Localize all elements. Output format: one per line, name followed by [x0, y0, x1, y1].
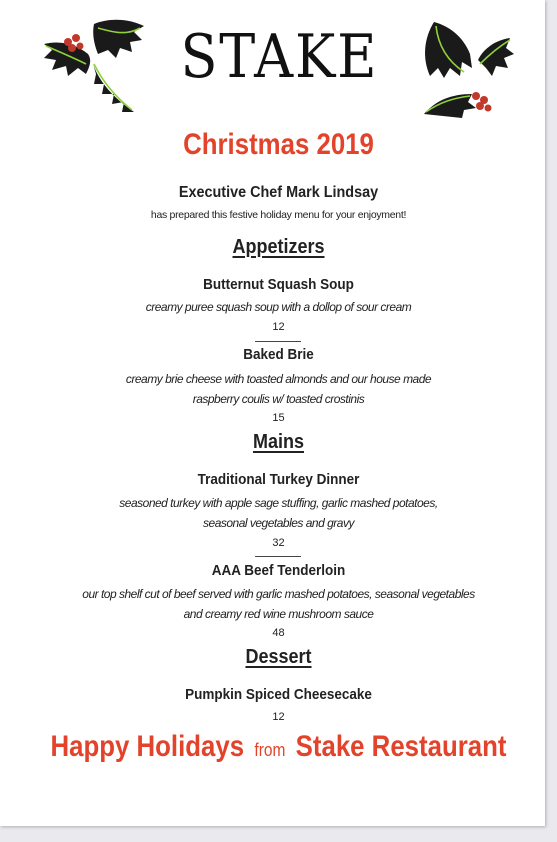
item-divider	[255, 556, 301, 557]
restaurant-name: Stake Restaurant	[295, 730, 507, 763]
chef-note: has prepared this festive holiday menu for your enjoyment!	[150, 209, 407, 221]
footer-greeting	[39, 730, 518, 764]
greeting-text: Happy Holidays	[50, 730, 245, 763]
menu-item-description: raspberry coulis w/ toasted crostinis	[192, 392, 365, 406]
menu-item-name: Butternut Squash Soup	[203, 276, 354, 293]
menu-item-description: creamy brie cheese with toasted almonds and our house made	[125, 372, 432, 386]
menu-item-name: Baked Brie	[243, 346, 314, 363]
menu-item-price: 15	[272, 412, 285, 424]
chef-line: Executive Chef Mark Lindsay	[178, 184, 379, 201]
menu-item-price: 12	[272, 711, 285, 723]
restaurant-logo: STAKE	[180, 22, 379, 92]
menu-item-name: Pumpkin Spiced Cheesecake	[185, 686, 372, 703]
menu-item-description: seasonal vegetables and gravy	[203, 516, 354, 530]
from-text: from	[254, 740, 286, 760]
holly-sprig-icon	[38, 14, 150, 118]
item-divider	[255, 341, 301, 342]
menu-item-description: seasoned turkey with apple sage stuffing, garlic mashed potatoes,	[119, 496, 438, 510]
section-title-mains: Mains	[252, 431, 305, 453]
menu-item-price: 12	[272, 321, 285, 333]
menu-item-description: and creamy red wine mushroom sauce	[183, 607, 374, 621]
menu-item-description: our top shelf cut of beef served with garlic mashed potatoes, seasonal vegetables	[82, 587, 475, 601]
menu-item-price: 48	[272, 627, 285, 639]
menu-item-price: 32	[272, 537, 285, 549]
menu-item-name: AAA Beef Tenderloin	[211, 562, 346, 579]
menu-item-description: creamy puree squash soup with a dollop of sour cream	[145, 300, 412, 314]
menu-item-name: Traditional Turkey Dinner	[197, 471, 360, 488]
section-title-dessert: Dessert	[245, 646, 312, 668]
section-title-appetizers: Appetizers	[232, 236, 325, 258]
event-title: Christmas 2019	[183, 128, 374, 161]
holly-sprig-icon	[404, 14, 516, 118]
